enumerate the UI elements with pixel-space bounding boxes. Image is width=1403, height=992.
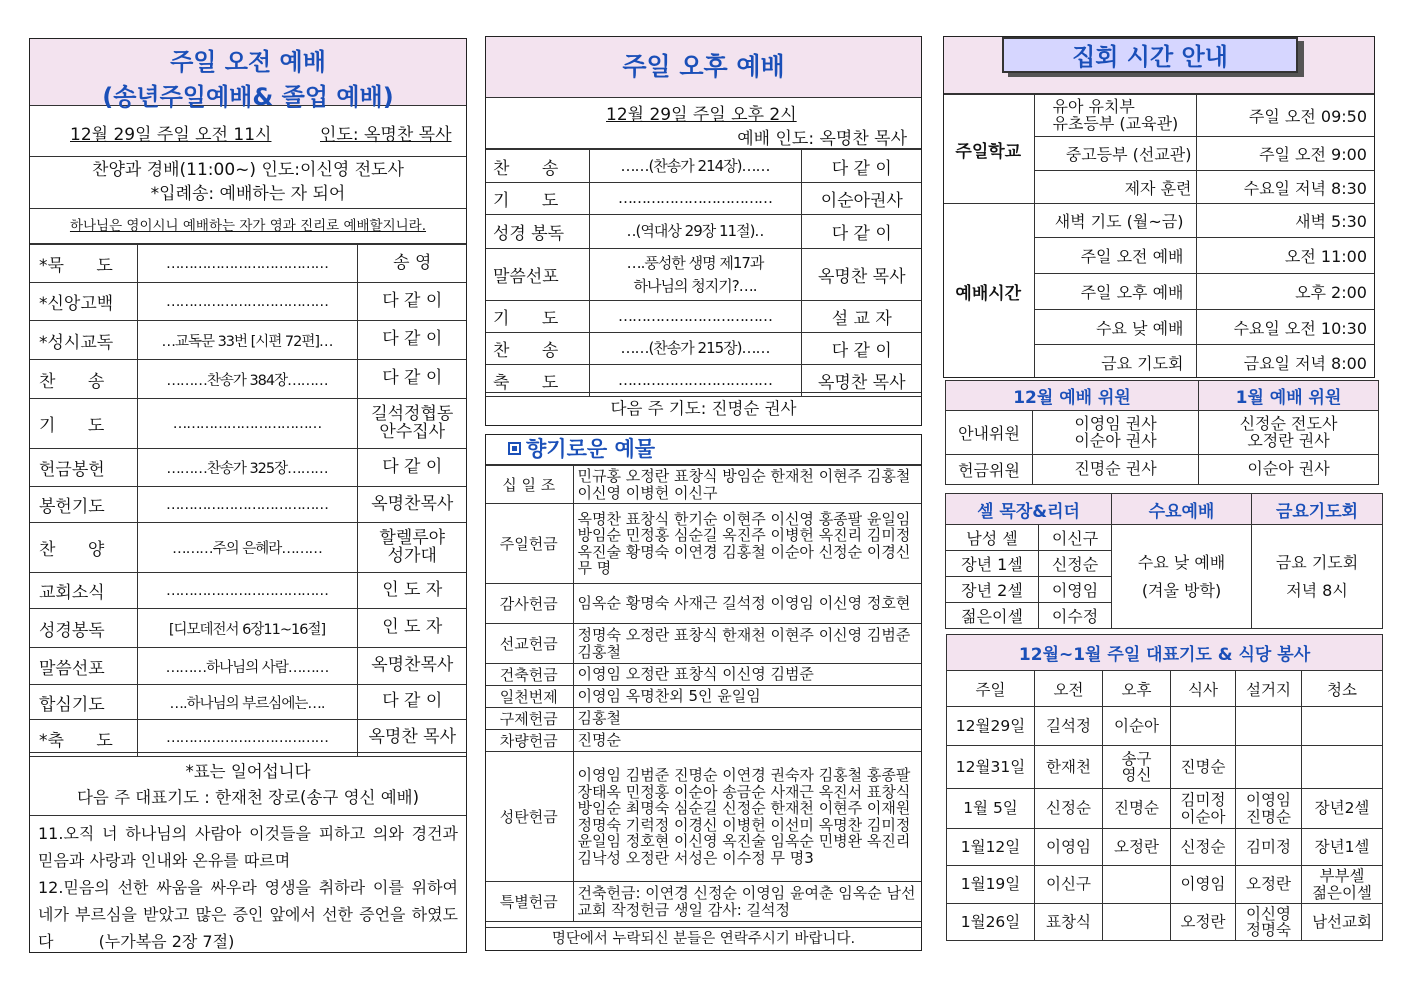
- order-row: [29, 573, 467, 609]
- order-item: 합심기도: [29, 685, 137, 720]
- schedule-time: 새벽 5:30: [1196, 204, 1375, 238]
- duty-header: 식사: [1171, 671, 1236, 707]
- order-person: 다 같 이: [801, 333, 922, 365]
- duty-cell: 신정순: [1035, 789, 1103, 829]
- offering-type: 십 일 조: [485, 466, 573, 504]
- verse-12: 12.믿음의 선한 싸움을 싸우라 영생을 취하라 이를 위하여 네가 부르심을 받았고 많은 증인 앞에서 선한 증언을 하였도다: [38, 878, 458, 951]
- offering-type: 주일헌금: [485, 504, 573, 584]
- morning-order-table: [29, 244, 467, 757]
- offering-names: 정명숙 오정란 표창식 한재천 이현주 이신영 김범준 김홍철: [573, 624, 922, 664]
- offering-row: [485, 624, 922, 664]
- order-detail: ………찬송가 325장………: [137, 449, 357, 487]
- duty-cell: 오정란: [1103, 829, 1171, 866]
- duty-row: [947, 866, 1383, 904]
- cell-name: 장년 2셀: [946, 577, 1039, 603]
- committee-role: 헌금위원: [946, 455, 1033, 485]
- offering-panel: [485, 434, 922, 951]
- order-person: 다 같 이: [801, 215, 922, 249]
- duty-header: 오후: [1103, 671, 1171, 707]
- schedule-time: 금요일 저녁 8:00: [1196, 345, 1375, 379]
- duty-cell: 1월26일: [947, 904, 1035, 941]
- order-person: 옥명찬 목사: [801, 249, 922, 301]
- duty-cell: [1302, 707, 1383, 746]
- wed-worship-note: 수요 낮 예배 (겨울 방학): [1112, 525, 1252, 629]
- offering-type: 감사헌금: [485, 584, 573, 624]
- cell-header-fri: 금요기도회: [1252, 494, 1383, 525]
- order-detail: ………찬송가 384장………: [137, 360, 357, 399]
- duty-row: [947, 746, 1383, 789]
- order-person: 설 교 자: [801, 301, 922, 333]
- offering-names: 이영임 옥명찬외 5인 윤일임: [573, 686, 922, 708]
- cell-row: [946, 525, 1383, 551]
- duty-cell: 이신구: [1035, 866, 1103, 904]
- offering-row: [485, 752, 922, 882]
- order-detail: ….풍성한 생명 제17과 하나님의 청지기?….: [589, 249, 801, 301]
- order-detail: ………………………………: [137, 720, 357, 757]
- offering-type: 성탄헌금: [485, 752, 573, 882]
- committee-row: [946, 455, 1379, 485]
- committee-dec: 이영임 권사 이순아 권사: [1033, 411, 1199, 455]
- order-detail: ………주의 은혜라………: [137, 523, 357, 573]
- cell-header: [946, 494, 1383, 525]
- order-row: [29, 283, 467, 321]
- duty-cell: 한재천: [1035, 746, 1103, 789]
- schedule-name: 금요 기도회: [1034, 345, 1196, 379]
- schedule-table: [943, 94, 1375, 378]
- duty-row: [947, 904, 1383, 941]
- order-person: 이순아권사: [801, 183, 922, 215]
- schedule-time: 수요일 오전 10:30: [1196, 310, 1375, 345]
- next-prayer: 다음 주 대표기도 : 한재천 장로(송구 영신 예배): [76, 788, 420, 807]
- order-detail: ……(찬송가 215장)……: [589, 333, 801, 365]
- order-item: 기 도: [485, 301, 589, 333]
- committee-table: [945, 380, 1379, 485]
- duty-cell: 이영임 진명순: [1236, 789, 1302, 829]
- order-item: 교회소식: [29, 573, 137, 609]
- offering-names: 민규홍 오정란 표창식 방임순 한재천 이현주 김홍철 이신영 이병헌 이신구: [573, 466, 922, 504]
- offering-footer: 명단에서 누락되신 분들은 연락주시기 바랍니다.: [486, 927, 921, 950]
- order-person: 다 같 이: [357, 449, 467, 487]
- schedule-name: 주일 오후 예배: [1034, 274, 1196, 310]
- duty-cell: [1236, 746, 1302, 789]
- order-item: 찬 송: [29, 360, 137, 399]
- morning-title: 주일 오전 예배: [170, 48, 326, 76]
- schedule-row: [943, 95, 1375, 137]
- afternoon-worship-panel: [485, 36, 922, 426]
- order-person: 다 같 이: [357, 360, 467, 399]
- morning-date: 12월 29일 주일 오전 11시: [70, 125, 272, 145]
- order-row: [29, 523, 467, 573]
- duty-cell: 오정란: [1236, 866, 1302, 904]
- order-row: [29, 648, 467, 685]
- cell-leader: 이수정: [1039, 603, 1112, 629]
- order-row: [29, 245, 467, 283]
- order-item: 축 도: [485, 365, 589, 397]
- order-item: 찬 송: [485, 150, 589, 183]
- cell-leader: 이신구: [1039, 525, 1112, 551]
- committee-role: 안내위원: [946, 411, 1033, 455]
- offering-names: 김홍철: [573, 708, 922, 730]
- scripture-box: [30, 817, 466, 953]
- order-detail: ……………………………: [137, 399, 357, 449]
- cell-name: 젊은이셀: [946, 603, 1039, 629]
- duty-row: [947, 789, 1383, 829]
- stand-note: *표는 일어섭니다: [185, 762, 311, 781]
- duty-header: 청소: [1302, 671, 1383, 707]
- duty-header-row: [947, 671, 1383, 707]
- order-detail: ……………………………: [589, 301, 801, 333]
- order-detail: …교독문 33번 [시편 72편]…: [137, 321, 357, 360]
- duty-cell: 오정란: [1171, 904, 1236, 941]
- duty-cell: 장년2셀: [1302, 789, 1383, 829]
- order-detail: ‥(역대상 29장 11절)‥: [589, 215, 801, 249]
- duty-row: [947, 707, 1383, 746]
- order-person: 길석정협동 안수집사: [357, 399, 467, 449]
- order-detail: ……………………………: [589, 365, 801, 397]
- order-item: 헌금봉헌: [29, 449, 137, 487]
- order-detail: ………………………………: [137, 283, 357, 321]
- offering-names: 임옥순 황명숙 사재근 길석정 이영임 이신영 정호현: [573, 584, 922, 624]
- order-row: [485, 215, 922, 249]
- order-detail: ……………………………: [589, 183, 801, 215]
- schedule-name: 수요 낮 예배: [1034, 310, 1196, 345]
- duty-cell: 진명순: [1171, 746, 1236, 789]
- square-icon: [508, 442, 521, 455]
- school-label: 주일학교: [943, 95, 1034, 204]
- order-detail: ………하나님의 사람………: [137, 648, 357, 685]
- order-detail: ………………………………: [137, 245, 357, 283]
- morning-worship-panel: [29, 38, 467, 953]
- afternoon-order-table: [485, 149, 922, 397]
- order-person: 다 같 이: [357, 283, 467, 321]
- order-item: 성경봉독: [29, 609, 137, 648]
- order-person: 옥명찬목사: [357, 487, 467, 523]
- fri-prayer-note: 금요 기도회 저녁 8시: [1252, 525, 1383, 629]
- order-item: 기 도: [29, 399, 137, 449]
- schedule-name: 새벽 기도 (월~금): [1034, 204, 1196, 238]
- duty-cell: 송구 영신: [1103, 746, 1171, 789]
- afternoon-title: 주일 오후 예배: [486, 37, 921, 98]
- duty-title-row: [947, 635, 1383, 671]
- schedule-time: 주일 오전 9:00: [1196, 137, 1375, 171]
- duty-header: 오전: [1035, 671, 1103, 707]
- committee-header-dec: 12월 예배 위원: [946, 381, 1199, 411]
- committee-dec: 진명순 권사: [1033, 455, 1199, 485]
- worship-label: 예배시간: [943, 204, 1034, 379]
- duty-cell: 1월19일: [947, 866, 1035, 904]
- offering-row: [485, 882, 922, 922]
- duty-cell: 진명순: [1103, 789, 1171, 829]
- committee-header: [946, 381, 1379, 411]
- offering-row: [485, 664, 922, 686]
- duty-cell: 장년1셀: [1302, 829, 1383, 866]
- duty-header: 주일: [947, 671, 1035, 707]
- order-person: 옥명찬 목사: [357, 720, 467, 757]
- committee-jan: 신정순 전도사 오정란 권사: [1199, 411, 1379, 455]
- order-item: *신앙고백: [29, 283, 137, 321]
- duty-cell: 신정순: [1171, 829, 1236, 866]
- offering-row: [485, 686, 922, 708]
- committee-header-jan: 1월 예배 위원: [1199, 381, 1379, 411]
- duty-title: 12월~1월 주일 대표기도 & 식당 봉사: [947, 635, 1383, 671]
- schedule-name: 주일 오전 예배: [1034, 238, 1196, 274]
- order-row: [29, 487, 467, 523]
- praise-line: 찬양과 경배(11:00~) 인도:이신영 전도사: [92, 160, 404, 180]
- schedule-name: 중고등부 (선교관): [1034, 137, 1196, 171]
- cell-name: 남성 셀: [946, 525, 1039, 551]
- duty-header: 설거지: [1236, 671, 1302, 707]
- morning-leader: 인도: 옥명찬 목사: [320, 125, 452, 145]
- schedule-name: 제자 훈련: [1034, 171, 1196, 204]
- duty-cell: 12월29일: [947, 707, 1035, 746]
- order-person: 옥명찬 목사: [801, 365, 922, 397]
- order-detail: ………………………………: [137, 573, 357, 609]
- order-person: 인 도 자: [357, 609, 467, 648]
- order-item: *축 도: [29, 720, 137, 757]
- order-row: [485, 183, 922, 215]
- order-detail: ………………………………: [137, 487, 357, 523]
- offering-names: 건축헌금: 이연경 신정순 이영임 윤여춘 임옥순 남선교회 작정헌금 생일 감사: 길석정: [573, 882, 922, 922]
- order-item: 성경 봉독: [485, 215, 589, 249]
- duty-cell: 이신영 정명숙: [1236, 904, 1302, 941]
- offering-type: 건축헌금: [485, 664, 573, 686]
- duty-cell: 남선교회: [1302, 904, 1383, 941]
- offering-row: [485, 584, 922, 624]
- offering-type: 특별헌금: [485, 882, 573, 922]
- order-item: 말씀선포: [29, 648, 137, 685]
- duty-cell: 1월 5일: [947, 789, 1035, 829]
- order-row: [485, 333, 922, 365]
- order-person: 송 영: [357, 245, 467, 283]
- offering-names: 이영임 오정란 표창식 이신영 김범준: [573, 664, 922, 686]
- order-person: 옥명찬목사: [357, 648, 467, 685]
- duty-cell: 이영임: [1171, 866, 1236, 904]
- order-row: [485, 249, 922, 301]
- entrance-line: *입례송: 예배하는 자 되어: [150, 184, 346, 204]
- duty-cell: [1171, 707, 1236, 746]
- duty-cell: [1103, 866, 1171, 904]
- duty-cell: 부부셀 젊은이셀: [1302, 866, 1383, 904]
- order-person: 다 같 이: [357, 321, 467, 360]
- order-item: *성시교독: [29, 321, 137, 360]
- order-row: [29, 609, 467, 648]
- afternoon-next: 다음 주 기도: 진명순 권사: [486, 392, 921, 425]
- offering-type: 선교헌금: [485, 624, 573, 664]
- offering-row: [485, 708, 922, 730]
- duty-cell: 이순아: [1103, 707, 1171, 746]
- offering-names: 진명순: [573, 730, 922, 752]
- order-person: 다 같 이: [801, 150, 922, 183]
- cell-leader: 이영임: [1039, 577, 1112, 603]
- duty-cell: 길석정: [1035, 707, 1103, 746]
- order-row: [29, 399, 467, 449]
- offering-names: 옥명찬 표창식 한기순 이현주 이신영 홍종팔 윤일임 방임순 민정홍 심순길 옥진주 이병헌 옥진리 김미정 옥진술 황명숙 이연경 김홍철 이순아 신정순 이경신 무 명: [573, 504, 922, 584]
- offering-row: [485, 730, 922, 752]
- order-item: *묵 도: [29, 245, 137, 283]
- offering-row: [485, 504, 922, 584]
- schedule-title: 집회 시간 안내: [1002, 37, 1298, 73]
- order-row: [29, 321, 467, 360]
- order-row: [485, 301, 922, 333]
- cell-header-wed: 수요예배: [1112, 494, 1252, 525]
- cell-table: [945, 493, 1383, 629]
- schedule-time: 오전 11:00: [1196, 238, 1375, 274]
- offering-type: 차량헌금: [485, 730, 573, 752]
- schedule-panel: [943, 36, 1375, 378]
- duty-cell: 표창식: [1035, 904, 1103, 941]
- duty-cell: 12월31일: [947, 746, 1035, 789]
- order-row: [485, 150, 922, 183]
- offering-table: [485, 465, 922, 922]
- committee-row: [946, 411, 1379, 455]
- duty-table: [946, 634, 1383, 941]
- order-person: 할렐루야 성가대: [357, 523, 467, 573]
- duty-cell: 1월12일: [947, 829, 1035, 866]
- order-row: [29, 449, 467, 487]
- order-item: 찬 양: [29, 523, 137, 573]
- cell-leader: 신정순: [1039, 551, 1112, 577]
- verse-ref: (누가복음 2장 7절): [98, 932, 235, 951]
- verse-11: 11.오직 너 하나님의 사람아 이것들을 피하고 의와 경건과 믿음과 사랑과 인내와 온유를 따르며: [38, 824, 458, 870]
- order-row: [29, 720, 467, 757]
- schedule-time: 수요일 저녁 8:30: [1196, 171, 1375, 204]
- order-row: [29, 360, 467, 399]
- offering-type: 구제헌금: [485, 708, 573, 730]
- order-person: 다 같 이: [357, 685, 467, 720]
- duty-cell: 김미정: [1236, 829, 1302, 866]
- order-person: 인 도 자: [357, 573, 467, 609]
- order-row: [29, 685, 467, 720]
- offering-title: 향기로운 예물: [526, 437, 656, 461]
- duty-cell: 이영임: [1035, 829, 1103, 866]
- duty-cell: [1236, 707, 1302, 746]
- afternoon-date: 12월 29일 주일 오후 2시: [606, 105, 797, 125]
- order-detail: ……(찬송가 214장)……: [589, 150, 801, 183]
- morning-subtitle: (송년주일예배& 졸업 예배): [102, 83, 394, 111]
- order-item: 찬 송: [485, 333, 589, 365]
- duty-cell: 김미정 이순아: [1171, 789, 1236, 829]
- committee-jan: 이순아 권사: [1199, 455, 1379, 485]
- schedule-name: 유아 유치부 유초등부 (교육관): [1034, 95, 1196, 137]
- order-detail: ….하나님의 부르심에는….: [137, 685, 357, 720]
- duty-cell: [1302, 746, 1383, 789]
- order-item: 말씀선포: [485, 249, 589, 301]
- order-item: 기 도: [485, 183, 589, 215]
- afternoon-leader: 예배 인도: 옥명찬 목사: [737, 129, 907, 149]
- offering-names: 이영임 김범준 진명순 이연경 권숙자 김홍철 홍종팔 장태옥 민정홍 이순아 송금순 사재근 옥진서 표창식 방임순 최명숙 심순길 신정순 한재천 이현주 이재원 정명숙 기럭정 이경신 이병헌 이선미 옥명찬 김미정 윤일임 정호현 이신영 옥진술 임옥순 민병완 옥진리 김낙성 오정란 서성은 이수정 무 명3: [573, 752, 922, 882]
- offering-type: 일천번제: [485, 686, 573, 708]
- duty-row: [947, 829, 1383, 866]
- duty-cell: [1103, 904, 1171, 941]
- cell-header-leader: 셀 목장&리더: [946, 494, 1112, 525]
- morning-title-box: [30, 39, 466, 111]
- offering-title-row: [486, 435, 921, 465]
- motto: 하나님은 영이시니 예배하는 자가 영과 진리로 예배할지니라.: [30, 209, 466, 244]
- offering-row: [485, 466, 922, 504]
- order-item: 봉헌기도: [29, 487, 137, 523]
- schedule-row: [943, 204, 1375, 238]
- cell-name: 장년 1셀: [946, 551, 1039, 577]
- schedule-time: 오후 2:00: [1196, 274, 1375, 310]
- order-detail: [디모데전서 6장11~16절]: [137, 609, 357, 648]
- schedule-time: 주일 오전 09:50: [1196, 95, 1375, 137]
